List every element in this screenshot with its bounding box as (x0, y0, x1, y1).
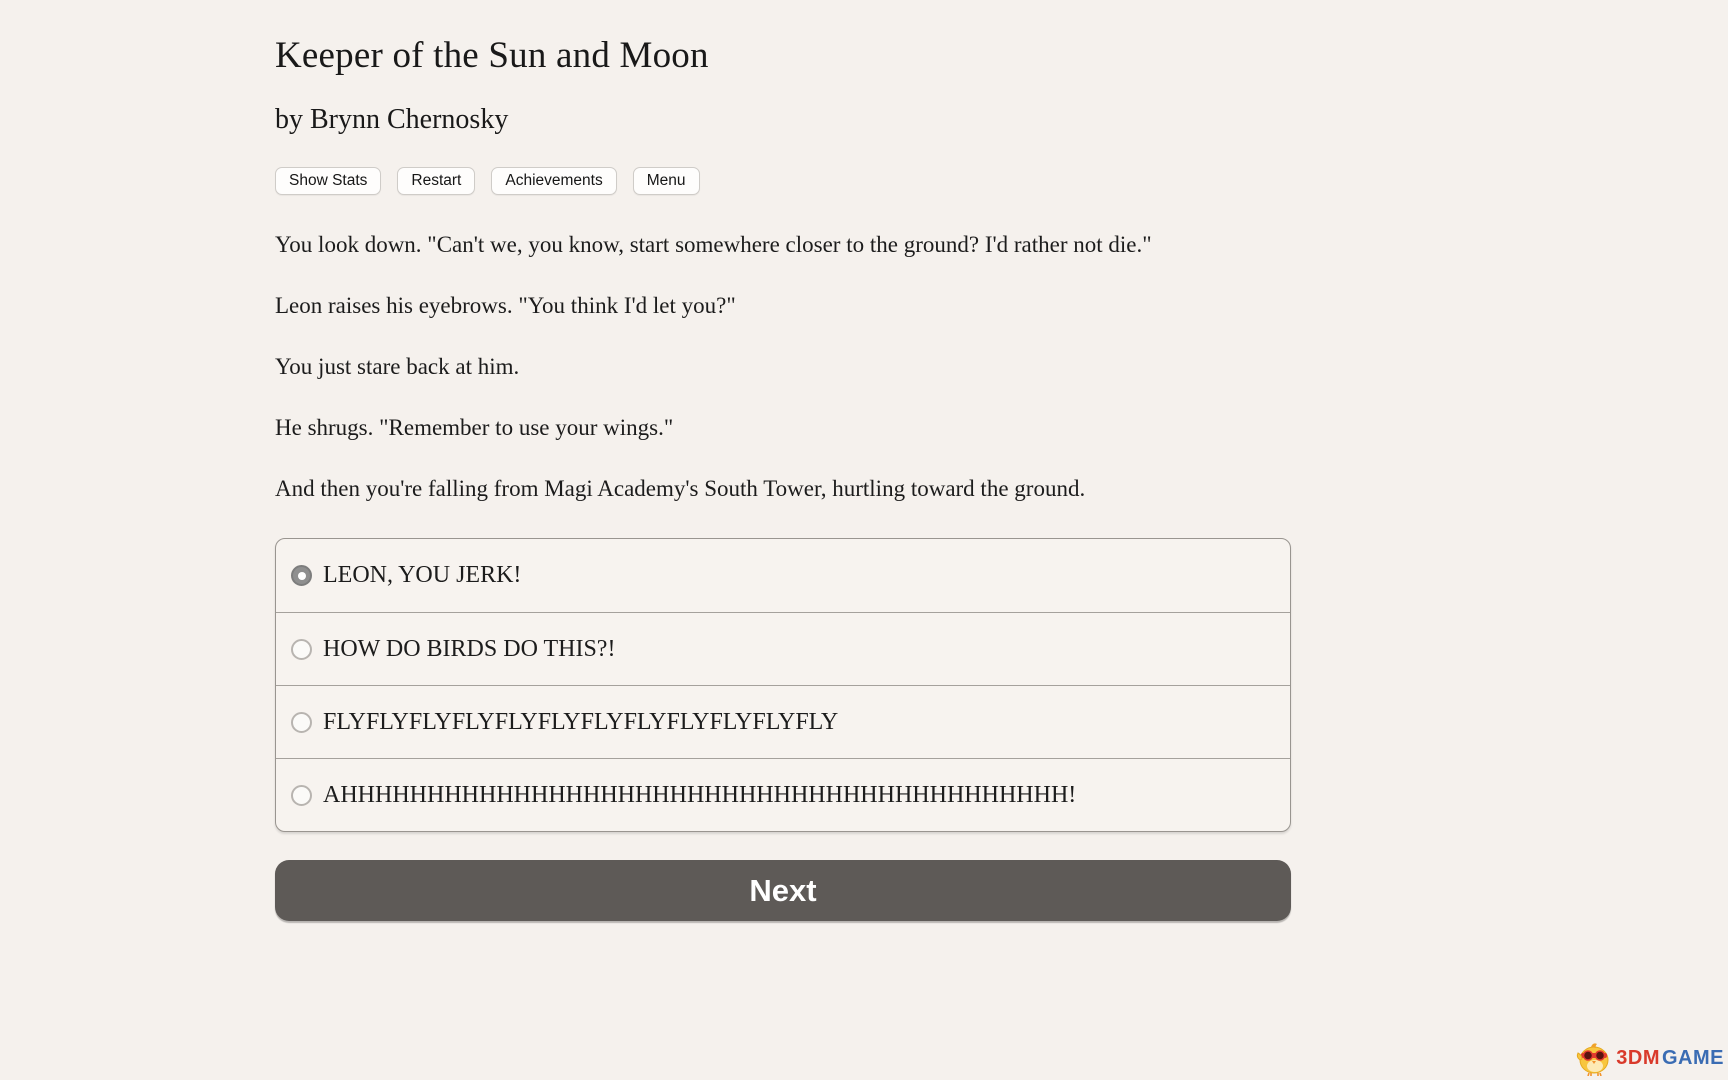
story-paragraph: Leon raises his eyebrows. "You think I'd let you?" (275, 293, 736, 318)
choice-option-3[interactable] (276, 685, 1290, 758)
radio-icon[interactable] (291, 785, 312, 806)
watermark (1574, 1040, 1724, 1076)
author-byline: by Brynn Chernosky (275, 104, 509, 135)
next-button[interactable]: Next (275, 860, 1291, 921)
story-paragraph: He shrugs. "Remember to use your wings." (275, 415, 674, 440)
restart-button[interactable]: Restart (397, 167, 475, 195)
story-paragraph: You look down. "Can't we, you know, start somewhere closer to the ground? I'd rather not die." (275, 232, 1152, 257)
choice-option-2[interactable] (276, 612, 1290, 685)
show-stats-button[interactable]: Show Stats (275, 167, 381, 195)
story-text (275, 226, 1291, 507)
choice-label: LEON, YOU JERK! (323, 562, 522, 588)
menu-button[interactable]: Menu (633, 167, 700, 195)
choice-option-4[interactable] (276, 758, 1290, 831)
choice-option-1[interactable] (276, 539, 1290, 612)
achievements-button[interactable]: Achievements (491, 167, 616, 195)
story-paragraph: You just stare back at him. (275, 354, 520, 379)
radio-icon[interactable] (291, 712, 312, 733)
radio-selected-icon[interactable] (291, 565, 312, 586)
choice-label: FLYFLYFLYFLYFLYFLYFLYFLYFLYFLYFLYFLY (323, 708, 839, 735)
game-page (275, 0, 1291, 921)
choice-label: HOW DO BIRDS DO THIS?! (323, 635, 616, 662)
watermark-brand-red: 3DM (1616, 1046, 1660, 1069)
radio-icon[interactable] (291, 639, 312, 660)
watermark-brand-blue: GAME (1662, 1046, 1724, 1069)
page-title: Keeper of the Sun and Moon (275, 35, 709, 76)
choice-group (275, 538, 1291, 832)
toolbar (275, 167, 1291, 195)
story-paragraph: And then you're falling from Magi Academy's South Tower, hurtling toward the ground. (275, 476, 1086, 501)
chick-mascot-icon (1574, 1040, 1614, 1076)
choice-label: AHHHHHHHHHHHHHHHHHHHHHHHHHHHHHHHHHHHHHHHHHH! (323, 781, 1077, 808)
